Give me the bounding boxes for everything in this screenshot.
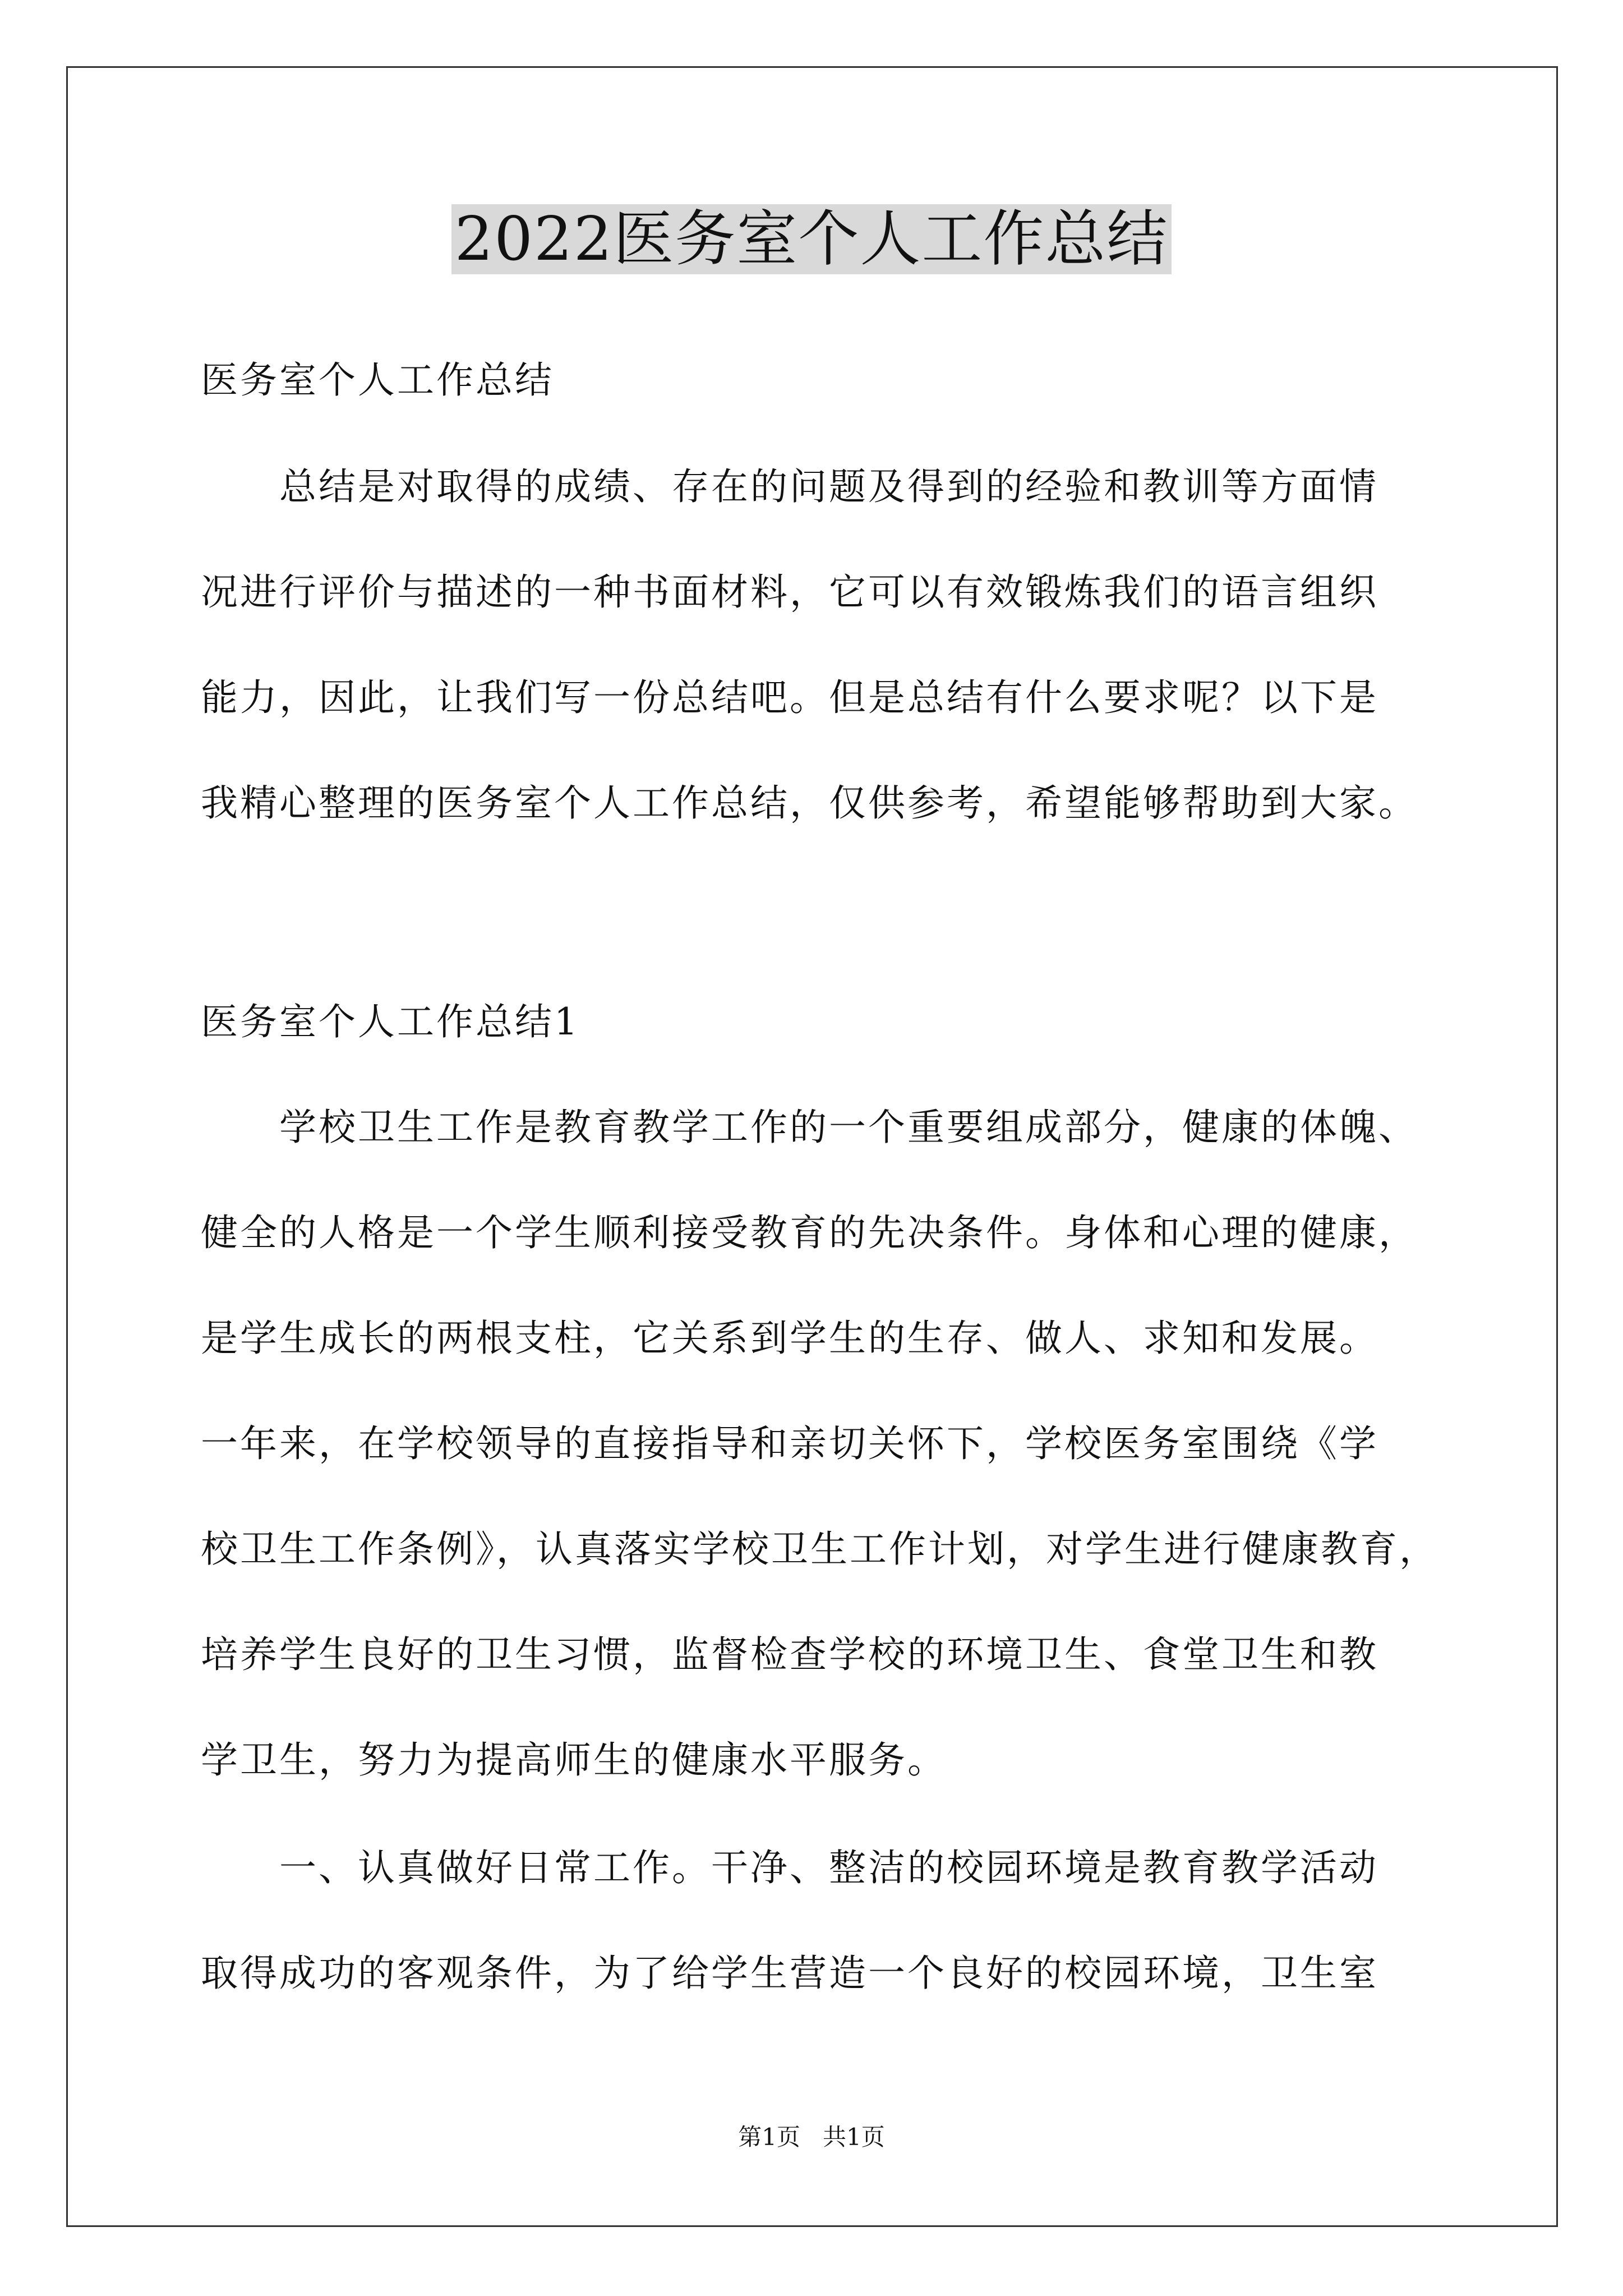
paragraph-line: 一年来，在学校领导的直接指导和亲切关怀下，学校医务室围绕《学 [201, 1422, 1378, 1465]
paragraph-line: 培养学生良好的卫生习惯，监督检查学校的环境卫生、食堂卫生和教 [201, 1633, 1378, 1676]
document-title-text: 2022医务室个人工作总结 [451, 204, 1172, 274]
page-total: 共1页 [823, 2123, 885, 2151]
section-heading: 医务室个人工作总结1 [201, 1000, 580, 1043]
paragraph-line: 能力，因此，让我们写一份总结吧。但是总结有什么要求呢？以下是 [201, 676, 1378, 719]
page-number: 第1页 [738, 2123, 800, 2151]
paragraph-line: 是学生成长的两根支柱，它关系到学生的生存、做人、求知和发展。 [201, 1317, 1378, 1360]
paragraph-line: 校卫生工作条例》，认真落实学校卫生工作计划，对学生进行健康教育， [201, 1527, 1438, 1571]
paragraph-line: 健全的人格是一个学生顺利接受教育的先决条件。身体和心理的健康， [201, 1211, 1418, 1254]
paragraph-line: 我精心整理的医务室个人工作总结，仅供参考，希望能够帮助到大家。 [201, 781, 1418, 825]
page-footer [0, 2120, 1623, 2154]
paragraph-line: 况进行评价与描述的一种书面材料，它可以有效锻炼我们的语言组织 [201, 570, 1378, 614]
section-heading: 医务室个人工作总结 [201, 358, 554, 402]
paragraph-line: 一、认真做好日常工作。干净、整洁的校园环境是教育教学活动 [201, 1846, 1378, 1889]
paragraph-line: 取得成功的客观条件，为了给学生营造一个良好的校园环境，卫生室 [201, 1952, 1378, 1995]
document-title [0, 197, 1623, 282]
paragraph-line: 总结是对取得的成绩、存在的问题及得到的经验和教训等方面情 [201, 465, 1378, 508]
paragraph-line: 学卫生，努力为提高师生的健康水平服务。 [201, 1738, 947, 1782]
paragraph-line: 学校卫生工作是教育教学工作的一个重要组成部分，健康的体魄、 [201, 1106, 1418, 1149]
